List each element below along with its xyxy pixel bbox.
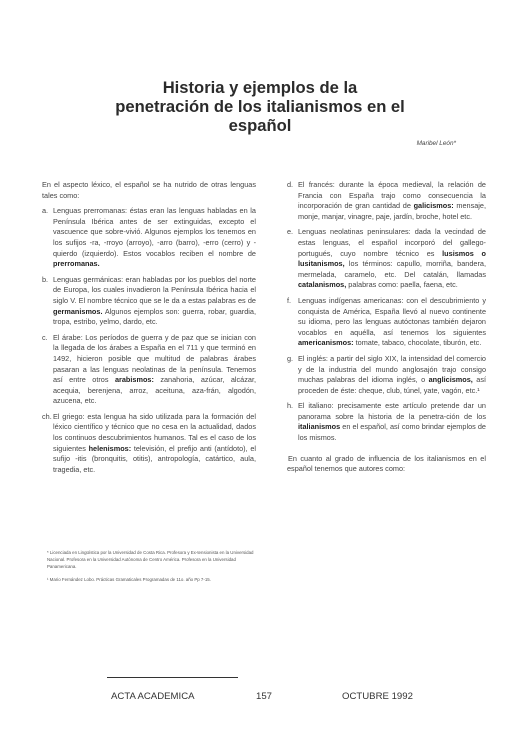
author-name: Maribel León* xyxy=(416,140,456,147)
list-item-text: El francés: durante la época medieval, la relación de Francia con España trajo como consecuencia la incorporación de gran cantidad de galicismos: mensaje, monje, manjar, vinagre, paje, jardín, broche, hotel etc. xyxy=(298,180,486,221)
footer-rule xyxy=(107,677,238,678)
list-item-c xyxy=(42,333,256,407)
list-marker: e. xyxy=(287,227,294,237)
list-item-text: El árabe: Los períodos de guerra y de paz que se inician con la llegada de los árabes a España en el 711 y que terminó en 1492, hicieron posible que multitud de palabras árabes pasaran a las lenguas neolatinas de la península. Tenemos así entre otros arabismos: zanahoria, azúcar, alcázar, acequia, berenjena, arroz, aceituna, aza-frán, algodón, azucena, etc. xyxy=(53,332,256,406)
list-item-text: Lenguas neolatinas peninsulares: dada la vecindad de estas lenguas, el español incorporó del gallego-portugués, cuyo nombre técnico es lusismos o lusitanismos, los términos: capullo, morriña, bandera, mermelada, caramelo, etc. Del catalán, llamadas catalanismos, palabras como: paella, faena, etc. xyxy=(298,227,486,290)
list-item-text: Lenguas indígenas americanas: con el descubrimiento y conquista de América, España llevó al nuevo continente su idioma, pero las lenguas autóctonas también dejaron vocablos en aquélla, así tenemos los siguientes americanismos: tomate, tabaco, chocolate, tiburón, etc. xyxy=(298,295,486,348)
list-marker: d. xyxy=(287,180,294,189)
intro-paragraph: En el aspecto léxico, el español se ha nutrido de otras lenguas tales como: xyxy=(42,180,256,200)
list-marker: h. xyxy=(287,401,294,411)
list-item-b xyxy=(42,275,256,328)
list-item-ch xyxy=(42,412,256,476)
list-marker: ch. xyxy=(42,411,52,421)
list-marker: b. xyxy=(42,274,49,284)
closing-paragraph: En cuanto al grado de influencia de los italianismos en el español tenemos que autores como: xyxy=(287,453,486,474)
footer-page-number: 157 xyxy=(256,691,273,702)
footnote-1: ¹ Mario Fernández Lobo. Prácticas Gramaticales Programadas de 11o. año Pp 7-15. xyxy=(47,577,211,582)
list-marker: f. xyxy=(287,295,292,305)
title-line: penetración de los italianismos en el xyxy=(115,97,405,116)
title-line: Historia y ejemplos de la xyxy=(162,78,358,97)
list-item-f xyxy=(287,296,486,349)
footer-date: OCTUBRE 1992 xyxy=(342,691,413,702)
list-item-e xyxy=(287,227,486,291)
list-marker: c. xyxy=(42,332,48,342)
list-item-text: El italiano: precisamente este artículo pretende dar un panorama sobre la historia de la penetra-ción de los italianismos en el español, así como brindar ejemplos de los mismos. xyxy=(298,401,486,443)
title-line: español xyxy=(228,116,292,135)
list-marker: a. xyxy=(42,206,49,216)
list-item-text: Lenguas germánicas: eran habladas por los pueblos del norte de Europa, los cuales invadieron la Península Ibérica hacia el siglo V. El nombre técnico que se le da a estas palabras es de germanismos. Algunos ejemplos son: guerra, robar, guardia, tropa, estribo, yelmo, dardo, etc. xyxy=(53,274,256,327)
list-item-h xyxy=(287,401,486,443)
list-marker: g. xyxy=(287,353,294,363)
list-item-text: Lenguas prerromanas: éstas eran las lenguas habladas en la Península Ibérica antes de ser extinguidas, excepto el vascuence que sobre-vivió. Algunos ejemplos los tenemos en los sufijos -ra, -rroyo (arroyo), -arro (barro), -erro (cerro) y -quierdo (izquierdo). Estos vocablos reciben el nombre de prerromanas. xyxy=(53,206,256,269)
list-item-a xyxy=(42,206,256,270)
list-item-d xyxy=(287,180,486,222)
left-column xyxy=(42,180,256,475)
footer-journal: ACTA ACADEMICA xyxy=(111,691,195,702)
list-item-text: El griego: esta lengua ha sido utilizada para la formación del léxico científico y técnico que no cesa en la actualidad, dados los continuos descubrimientos humanos. Tal es el caso de los siguientes helenismos: televisión, el prefijo anti (antídoto), el sufijo -itis (bronquitis, otitis), antropología, catártico, aula, tragedia, etc. xyxy=(53,411,257,474)
list-item-g xyxy=(287,354,486,396)
list-item-text: El inglés: a partir del siglo XIX, la intensidad del comercio y de la industria del mundo anglosajón trajo consigo muchas palabras del idioma inglés, o anglicismos, así proceden de éste: cheque, club, túnel, yate, vagón, etc.¹ xyxy=(298,353,486,395)
right-column xyxy=(287,180,486,475)
footnote-author: * Licenciada en Lingüística por la Universidad de Costa Rica. Profesora y Ex-tensionista en la Universidad Nacional. Profesora en la Universidad Autónoma de Centro América. Profesora en la Universidad Panamericana. xyxy=(47,550,254,569)
article-title xyxy=(60,78,460,135)
